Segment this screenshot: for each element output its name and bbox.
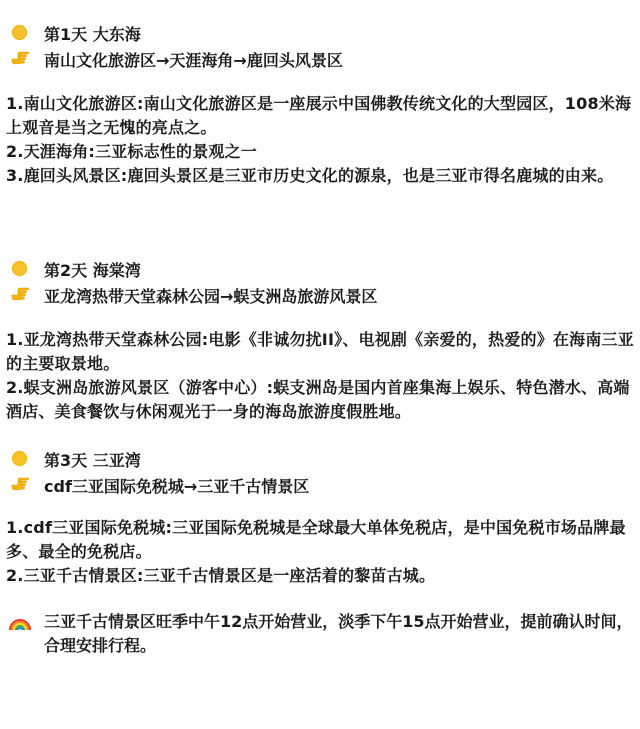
day-1-item-3: 3.鹿回头风景区:鹿回头景区是三亚市历史文化的源泉，也是三亚市得名鹿城的由来。: [6, 166, 614, 185]
day-3-route: cdf三亚国际免税城→三亚千古情景区: [44, 477, 310, 496]
day-1-item-1: 1.南山文化旅游区:南山文化旅游区是一座展示中国佛教传统文化的大型园区，108米海上观音是当之无愧的亮点之。: [6, 94, 632, 137]
day-1-header-row: [0, 20, 640, 46]
pointing-hand-icon: [10, 476, 30, 494]
sun-icon: [12, 261, 27, 276]
day-1-item-2: 2.天涯海角:三亚标志性的景观之一: [6, 142, 258, 161]
pointing-hand-icon: [10, 50, 30, 68]
day-2-item-1: 1.亚龙湾热带天堂森林公园:电影《非诚勿扰II》、电视剧《亲爱的，热爱的》在海南三亚的主要取景地。: [6, 330, 634, 373]
day-2-route-row: [0, 282, 640, 308]
day-3-header-row: [0, 446, 640, 472]
day-1-title: 第1天 大东海: [44, 25, 141, 44]
note-text: 三亚千古情景区旺季中午12点开始营业，淡季下午15点开始营业，提前确认时间，合理安排行程。: [44, 612, 633, 655]
day-2-title: 第2天 海棠湾: [44, 261, 141, 280]
day-3-item-2: 2.三亚千古情景区:三亚千古情景区是一座活着的黎苗古城。: [6, 566, 436, 585]
day-3-route-row: [0, 472, 640, 498]
pointing-hand-icon: [10, 286, 30, 304]
rainbow-icon: [8, 612, 32, 632]
day-2-route: 亚龙湾热带天堂森林公园→蜈支洲岛旅游风景区: [44, 287, 378, 306]
day-2-header-row: [0, 256, 640, 282]
sun-icon: [12, 451, 27, 466]
day-1-route: 南山文化旅游区→天涯海角→鹿回头风景区: [44, 51, 343, 70]
day-3-item-1: 1.cdf三亚国际免税城:三亚国际免税城是全球最大单体免税店，是中国免税市场品牌最多、最全的免税店。: [6, 518, 626, 561]
day-2-item-2: 2.蜈支洲岛旅游风景区（游客中心）:蜈支洲岛是国内首座集海上娱乐、特色潜水、高端酒店、美食餐饮与休闲观光于一身的海岛旅游度假胜地。: [6, 378, 630, 421]
day-1-route-row: [0, 46, 640, 72]
day-1-section: [0, 20, 640, 72]
day-3-section: [0, 446, 640, 498]
day-2-section: [0, 256, 640, 308]
day-3-title: 第3天 三亚湾: [44, 451, 141, 470]
sun-icon: [12, 25, 27, 40]
